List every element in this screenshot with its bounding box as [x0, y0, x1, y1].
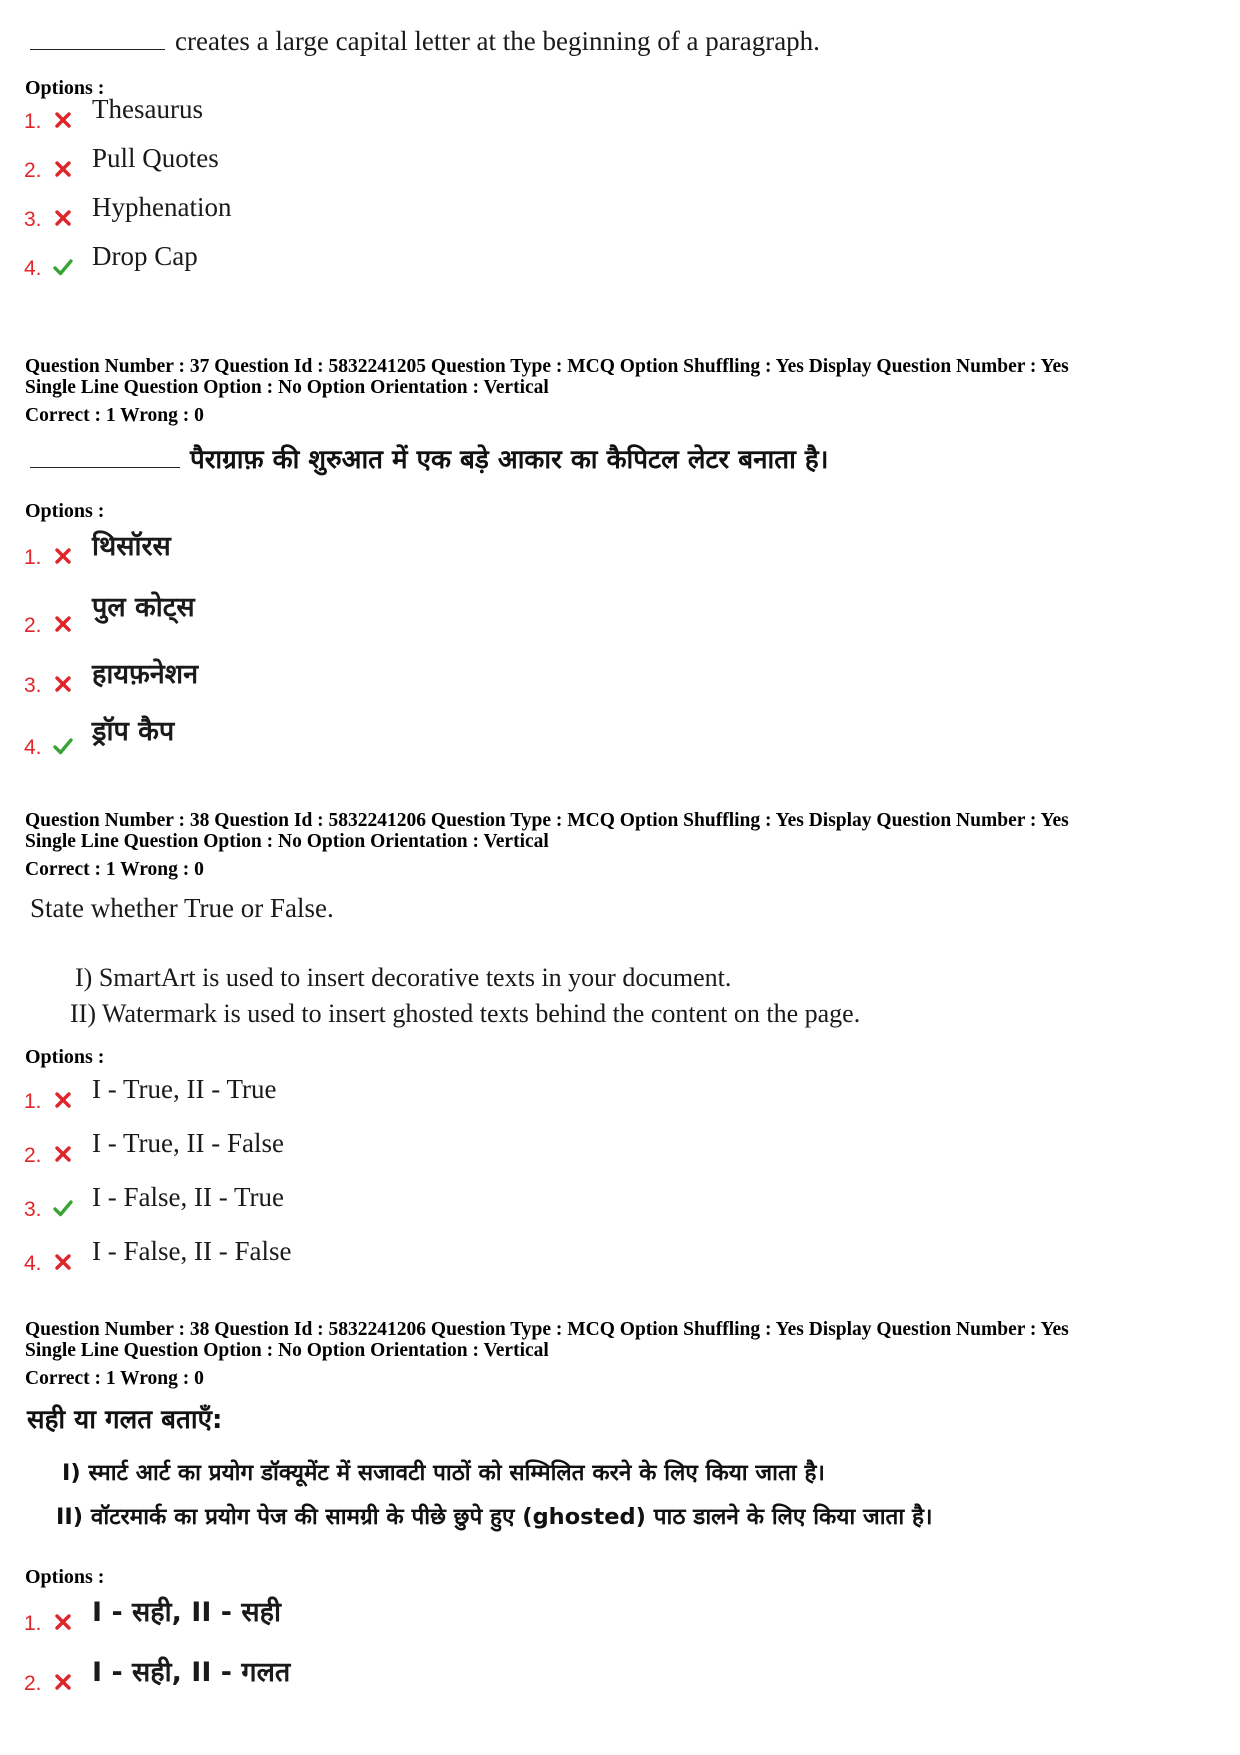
option-text: I - सही, II - सही	[92, 1597, 281, 1628]
option-row	[24, 1652, 624, 1696]
marks-line: Correct : 1 Wrong : 0	[25, 1368, 204, 1389]
question-38-instruction: State whether True or False.	[30, 893, 334, 923]
check-icon	[53, 1198, 73, 1218]
meta-line: Question Number : 37 Question Id : 5832241205 Question Type : MCQ Option Shuffling : Yes Display Question Number : Yes	[25, 356, 1069, 377]
cross-icon	[53, 546, 73, 566]
meta-line: Single Line Question Option : No Option Orientation : Vertical	[25, 1340, 549, 1361]
option-text: I - False, II - False	[92, 1236, 292, 1266]
option-number: 1.	[24, 1612, 42, 1635]
cross-icon	[53, 1252, 73, 1272]
cross-icon	[53, 1672, 73, 1692]
question-37-body: पैराग्राफ़ की शुरुआत में एक बड़े आकार का कैपिटल लेटर बनाता है।	[190, 445, 829, 475]
meta-line: Single Line Question Option : No Option Orientation : Vertical	[25, 831, 549, 852]
option-row	[24, 139, 624, 183]
option-row	[24, 716, 624, 760]
option-text: I - True, II - False	[92, 1128, 284, 1158]
option-row	[24, 90, 624, 134]
marks-line: Correct : 1 Wrong : 0	[25, 859, 204, 880]
option-text: Pull Quotes	[92, 143, 219, 173]
statement-1-hindi: I) स्मार्ट आर्ट का प्रयोग डॉक्यूमेंट में सजावटी पाठों को सम्मिलित करने के लिए किया जाता है।	[62, 1460, 825, 1486]
question-36-body: creates a large capital letter at the beginning of a paragraph.	[175, 26, 820, 56]
statement-2-hindi: II) वॉटरमार्क का प्रयोग पेज की सामग्री के पीछे छुपे हुए (ghosted) पाठ डालने के लिए किया जाता है।	[56, 1504, 933, 1530]
blank-line	[30, 447, 180, 468]
option-text: पुल कोट्स	[92, 592, 195, 623]
option-number: 4.	[24, 257, 42, 280]
option-row	[24, 237, 624, 281]
blank-line	[30, 29, 165, 50]
option-text: I - True, II - True	[92, 1074, 277, 1104]
options-label: Options :	[25, 500, 105, 522]
option-number: 2.	[24, 1144, 42, 1167]
option-number: 1.	[24, 1090, 42, 1113]
check-icon	[53, 736, 73, 756]
option-number: 4.	[24, 1252, 42, 1275]
option-text: थिसॉरस	[92, 531, 171, 562]
question-36-text	[30, 26, 820, 57]
option-row	[24, 526, 624, 570]
cross-icon	[53, 110, 73, 130]
check-icon	[53, 257, 73, 277]
question-38-hindi-instruction: सही या गलत बताएँ:	[27, 1405, 223, 1435]
option-number: 3.	[24, 1198, 42, 1221]
option-number: 2.	[24, 614, 42, 637]
option-row	[24, 594, 624, 638]
options-label: Options :	[25, 77, 105, 99]
question-37-meta	[25, 356, 1069, 426]
options-label: Options :	[25, 1566, 105, 1588]
option-number: 2.	[24, 159, 42, 182]
cross-icon	[53, 1612, 73, 1632]
option-text: हायफ़नेशन	[92, 659, 199, 690]
statement-1: I) SmartArt is used to insert decorative texts in your document.	[75, 963, 732, 992]
meta-line: Single Line Question Option : No Option Orientation : Vertical	[25, 377, 549, 398]
cross-icon	[53, 159, 73, 179]
cross-icon	[53, 674, 73, 694]
option-row	[24, 188, 624, 232]
marks-line: Correct : 1 Wrong : 0	[25, 405, 204, 426]
option-text: Drop Cap	[92, 241, 198, 271]
cross-icon	[53, 208, 73, 228]
question-38-meta	[25, 810, 1069, 880]
cross-icon	[53, 1090, 73, 1110]
question-38-hindi-meta	[25, 1319, 1069, 1389]
option-number: 1.	[24, 546, 42, 569]
cross-icon	[53, 1144, 73, 1164]
option-row	[24, 1592, 624, 1636]
statement-2: II) Watermark is used to insert ghosted texts behind the content on the page.	[70, 999, 861, 1028]
option-text: I - False, II - True	[92, 1182, 284, 1212]
cross-icon	[53, 614, 73, 634]
meta-line: Question Number : 38 Question Id : 5832241206 Question Type : MCQ Option Shuffling : Yes Display Question Number : Yes	[25, 1319, 1069, 1340]
question-37-text	[30, 440, 829, 476]
option-row	[24, 1178, 624, 1222]
option-text: ड्रॉप कैप	[92, 716, 175, 747]
option-number: 2.	[24, 1672, 42, 1695]
option-text: Thesaurus	[92, 94, 203, 124]
option-row	[24, 1124, 624, 1168]
options-label: Options :	[25, 1046, 105, 1068]
option-row	[24, 654, 624, 698]
option-row	[24, 1070, 624, 1114]
option-text: Hyphenation	[92, 192, 232, 222]
option-number: 1.	[24, 110, 42, 133]
option-row	[24, 1232, 624, 1276]
meta-line: Question Number : 38 Question Id : 5832241206 Question Type : MCQ Option Shuffling : Yes Display Question Number : Yes	[25, 810, 1069, 831]
option-number: 4.	[24, 736, 42, 759]
option-text: I - सही, II - गलत	[92, 1657, 291, 1688]
option-number: 3.	[24, 208, 42, 231]
option-number: 3.	[24, 674, 42, 697]
